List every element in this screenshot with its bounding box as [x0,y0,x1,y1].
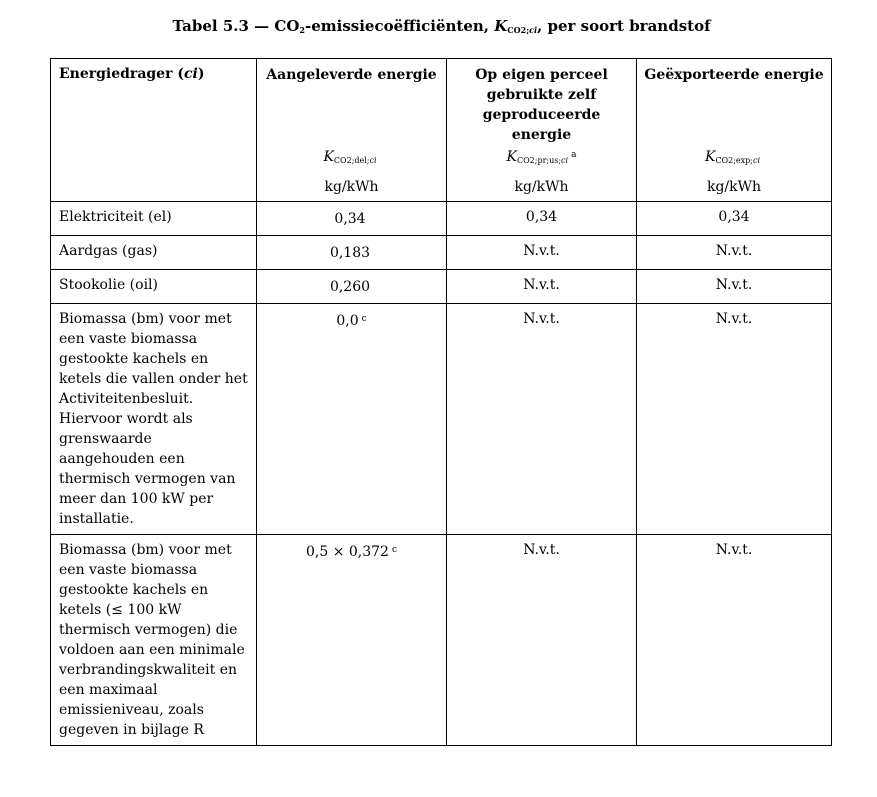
header-label: Geëxporteerde energie [644,67,824,83]
table-title: Tabel 5.3 — $CO_2$-emissiecoëfficiënten, $K_{CO2;ci}$, per soort brandstof [172,17,711,35]
header-exported-energy [637,59,832,202]
own-use-cell: N.v.t. [447,236,637,270]
exported-cell: N.v.t. [637,535,832,746]
exported-cell: N.v.t. [637,236,832,270]
table-row [51,270,832,304]
header-symbol: $K_{CO2;del;ci}$ [323,149,377,165]
own-use-cell: 0,34 [447,202,637,236]
delivered-cell: 0,183 [257,236,447,270]
header-symbol: $K_{CO2;exp;ci}$ [704,149,761,165]
header-unit: kg/kWh [706,179,762,195]
exported-cell: 0,34 [637,202,832,236]
header-delivered-energy [257,59,447,202]
exported-cell: N.v.t. [637,304,832,535]
header-row [51,59,832,202]
table-row [51,304,832,535]
carrier-cell: Biomassa (bm) voor met een vaste biomassa gestookte kachels en ketels die vallen onder het Activiteitenbesluit. Hiervoor wordt als grenswaarde aangehouden een thermisch vermogen van meer dan 100 kW per installatie. [51,304,257,535]
header-unit: kg/kWh [324,179,379,195]
carrier-cell: Stookolie (oil) [51,270,257,304]
table-row [51,535,832,746]
delivered-cell: 0,0 $^c$ [257,304,447,535]
table-row [51,202,832,236]
header-energy-carrier: Energiedrager (ci) [51,59,257,202]
delivered-cell: 0,5 × 0,372 $^c$ [257,535,447,746]
header-label: Op eigen perceel gebruikte zelf geproduceerde energie [475,67,608,143]
header-label: Aangeleverde energie [266,67,437,83]
emission-coefficients-table [50,58,832,746]
delivered-cell: 0,260 [257,270,447,304]
carrier-cell: Aardgas (gas) [51,236,257,270]
carrier-cell: Biomassa (bm) voor met een vaste biomassa gestookte kachels en ketels (≤ 100 kW thermisch vermogen) die voldoen aan een minimale verbrandingskwaliteit en een maximaal emissieniveau, zoals gegeven in bijlage R [51,535,257,746]
header-unit: kg/kWh [514,179,569,195]
exported-cell: N.v.t. [637,270,832,304]
own-use-cell: N.v.t. [447,535,637,746]
header-symbol: $K_{CO2;pr;us;ci}^a$ [506,149,577,165]
carrier-cell: Elektriciteit (el) [51,202,257,236]
delivered-cell: 0,34 [257,202,447,236]
own-use-cell: N.v.t. [447,270,637,304]
table-row [51,236,832,270]
own-use-cell: N.v.t. [447,304,637,535]
header-own-use-energy [447,59,637,202]
